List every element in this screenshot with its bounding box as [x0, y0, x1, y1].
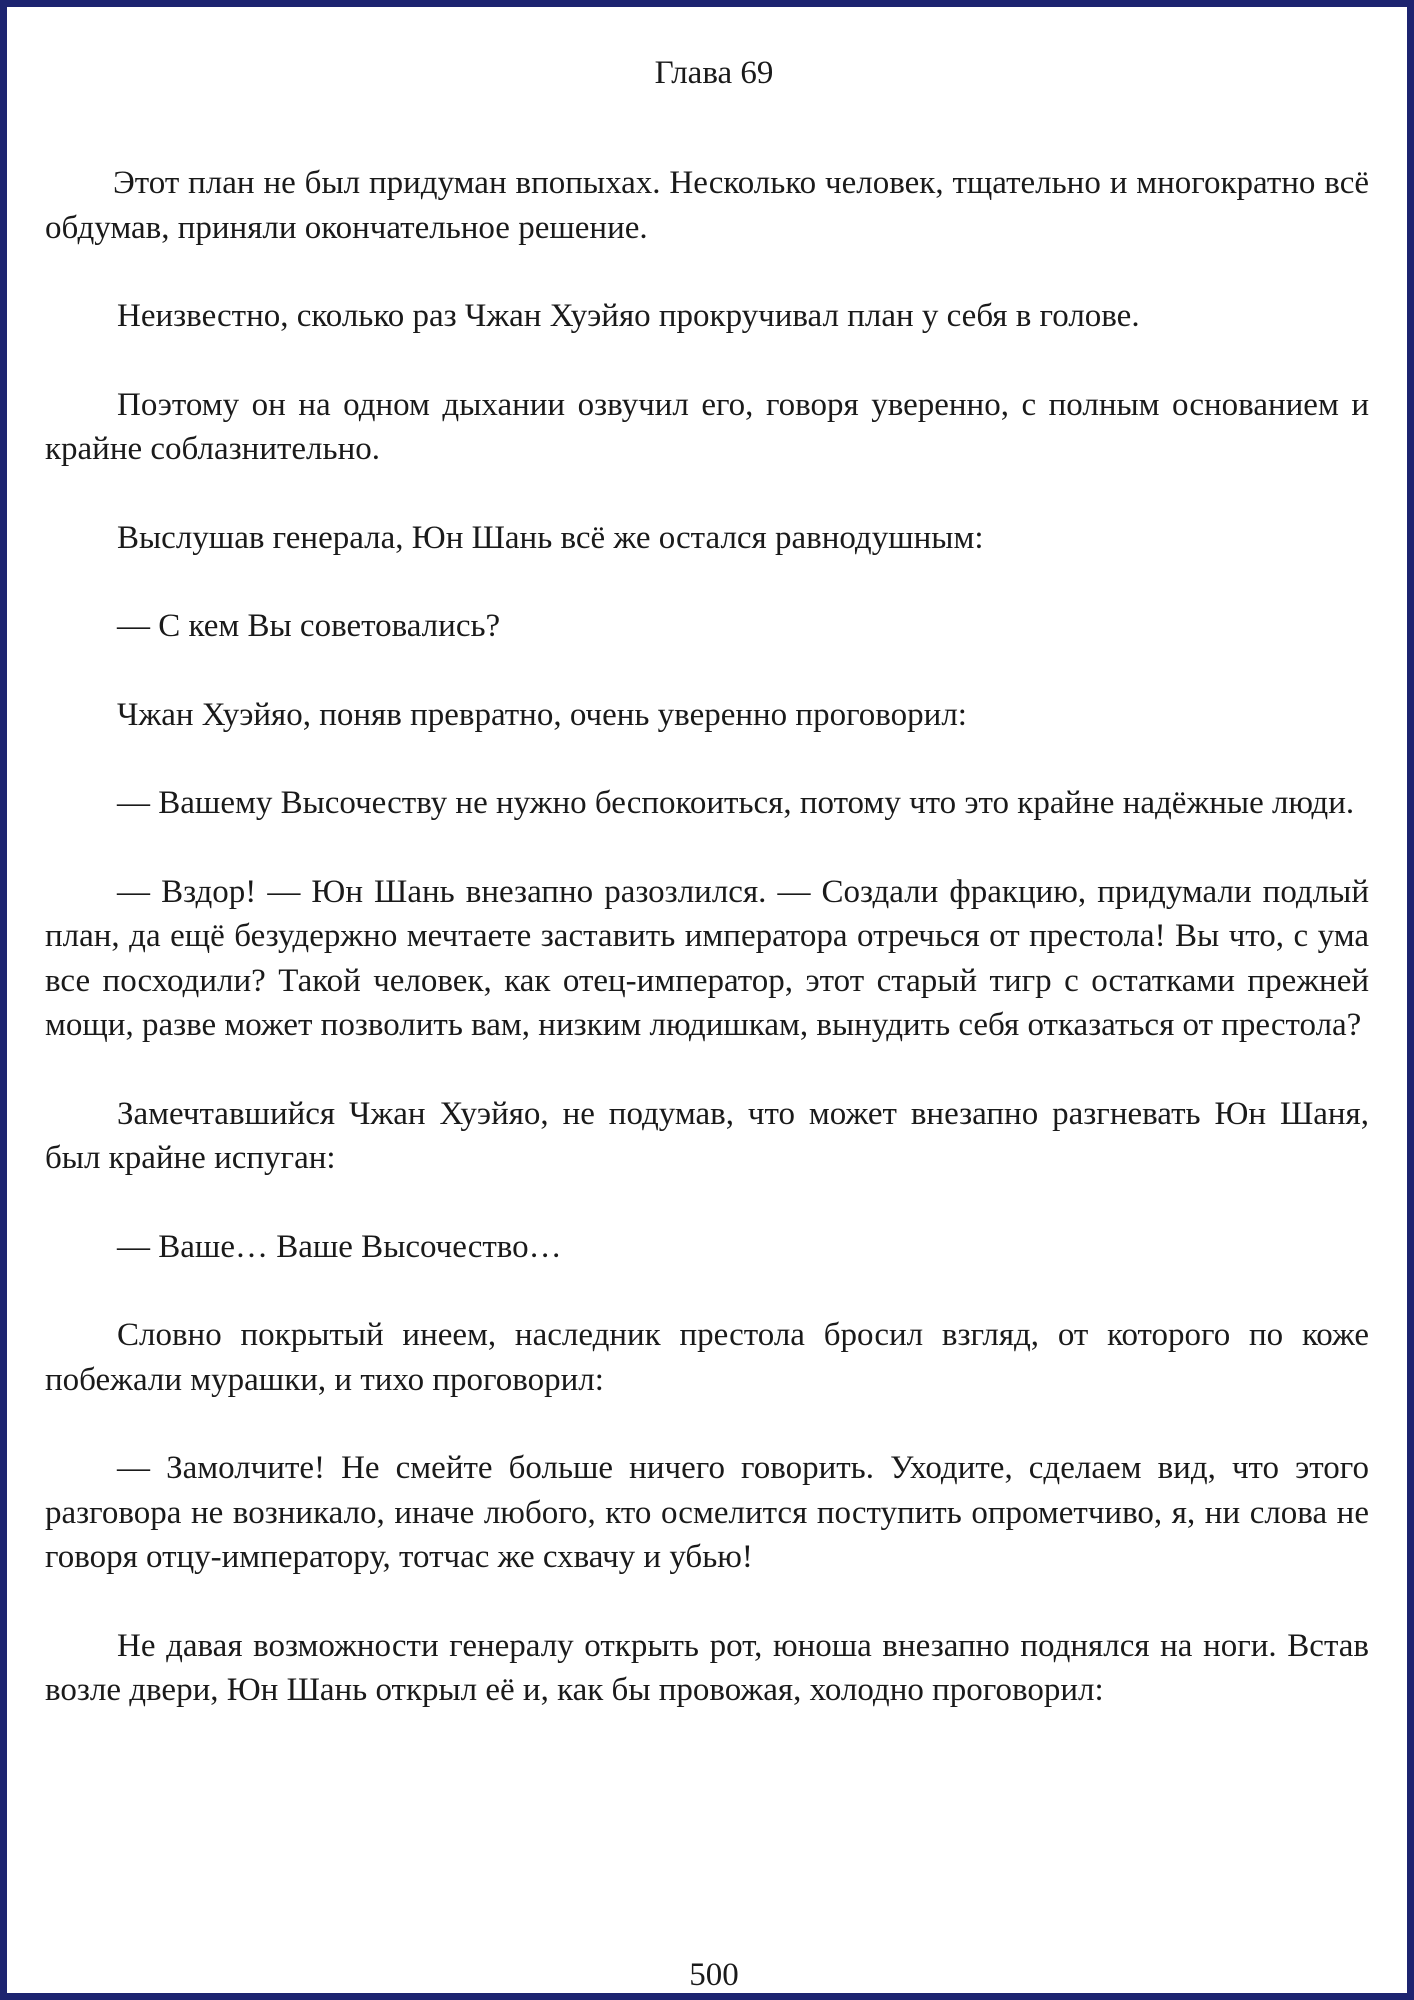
page-number: 500 [689, 1957, 739, 1993]
paragraph: — Вздор! — Юн Шань внезапно разозлился. — Создали фракцию, придумали подлый план, да ещё безудержно мечтаете заставить императора отречься от престола! Вы что, с ума все посходили? Такой человек, как отец-император, этот старый тигр с остатками прежней мощи, разве может позволить вам, низким людишкам, вынудить себя отказаться от престола? [45, 873, 1369, 1043]
chapter-title: Глава 69 [654, 55, 774, 91]
paragraph: Чжан Хуэйяо, поняв превратно, очень уверенно проговорил: [117, 696, 967, 733]
paragraph: Не давая возможности генералу открыть рот, юноша внезапно поднялся на ноги. Встав возле двери, Юн Шань открыл её и, как бы провожая, холодно проговорил: [45, 1627, 1369, 1708]
paragraph: Словно покрытый инеем, наследник престола бросил взгляд, от которого по коже побежали мурашки, и тихо проговорил: [45, 1317, 1369, 1398]
paragraph: Поэтому он на одном дыхании озвучил его, говоря уверенно, с полным основанием и крайне соблазнительно. [45, 386, 1369, 467]
paragraph: Выслушав генерала, Юн Шань всё же остался равнодушным: [117, 519, 984, 556]
page-body [45, 161, 1369, 1757]
paragraph: — Ваше… Ваше Высочество… [117, 1228, 562, 1265]
paragraph: — Вашему Высочеству не нужно беспокоиться, потому что это крайне надёжные люди. [117, 785, 1355, 821]
paragraph: — С кем Вы советовались? [117, 608, 501, 644]
paragraph: — Замолчите! Не смейте больше ничего говорить. Уходите, сделаем вид, что этого разговора не возникало, иначе любого, кто осмелится поступить опрометчиво, я, ни слова не говоря отцу-императору, тотчас же схвачу и убью! [45, 1450, 1369, 1575]
paragraph: Неизвестно, сколько раз Чжан Хуэйяо прокручивал план у себя в голове. [117, 298, 1140, 334]
paragraph: Этот план не был придуман впопыхах. Несколько человек, тщательно и многократно всё обдумав, приняли окончательное решение. [45, 165, 1369, 246]
paragraph: Замечтавшийся Чжан Хуэйяо, не подумав, что может внезапно разгневать Юн Шаня, был крайне испуган: [45, 1095, 1369, 1176]
